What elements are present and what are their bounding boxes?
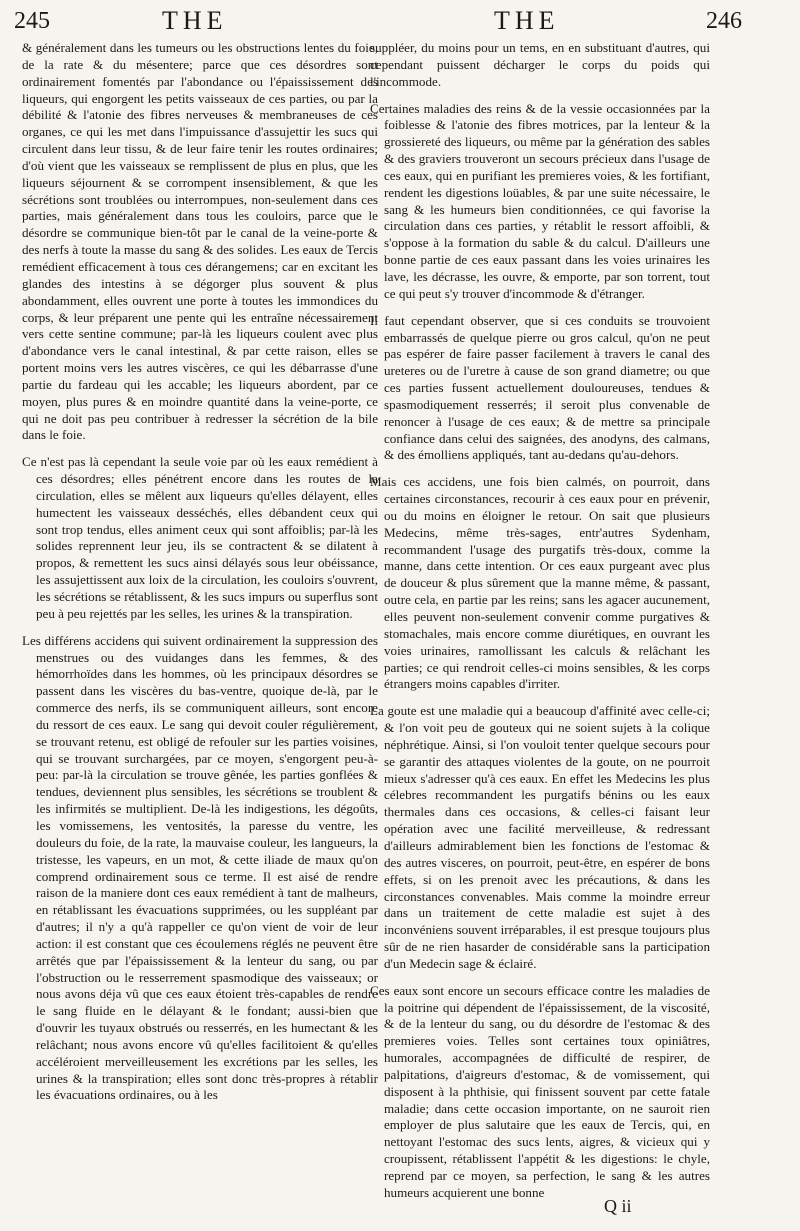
paragraph: Ces eaux sont encore un secours efficace contre les maladies de la poitrine qui dépendent de l'épaississement, de la viscosité, & de la lenteur du sang, ou du désordre de l'estomac & des premieres voies. Telles sont certaines toux opiniâtres, humorales, accompagnées de difficulté de respirer, de palpitations, d'aigreurs d'estomac, & de vomissement, qui disposent à la phthisie, qui finissent souvent par cette fatale maladie; dans cette occasion importante, on ne sauroit rien employer de plus salutaire que les eaux de Tercis, qui, en nettoyant l'estomac des sucs lents, aigres, & vicieux qui y croupissent, rétablissent l'appétit & les digestions: le chyle, reprend par ce moyen, sa perfection, le sang & les autres humeurs acquierent une bonne — [370, 982, 710, 1200]
paragraph: Les différens accidens qui suivent ordinairement la suppression des menstrues ou des vuidanges dans les femmes, & des hémorrhoïdes dans les hommes, où les principaux désordres se passent dans les viscères du bas-ventre, quoique de-là, par le commerce des nerfs, ils se communiquent ailleurs, sont encore du ressort de ces eaux. Le sang qui devoit couler régulièrement, se trouvant retenu, est obligé de refouler sur les parties voisines, qui se trouvant surchargées, par ce moyen, s'engorgent peu-à-peu: par-là la circulation se trouve gênée, les parties gonflées & tendues, deviennent plus sensibles, les sécrétions se troublent & les infirmités se multiplient. De-là les indigestions, les dégoûts, les vomissemens, les ventosités, la paresse du ventre, les douleurs du foie, de la rate, la mauvaise couleur, les langueurs, la tristesse, les vapeurs, en un mot, & cette iliade de maux qu'on comprend ordinairement sous ce terme. Il est aisé de rendre raison de la maniere dont ces eaux remédient à tant de malheurs, en rétablissant les évacuations supprimées, ou les suppléant par d'autres; il n'y a qu'à rappeller ce qu'on vient de voir de leur action: il est constant que ces écoulemens réglés ne peuvent être arrêtés que par l'épaississement & la lenteur du sang, ou par l'obstruction ou le resserrement spasmodique des vaisseaux; or nous avons déja vû que ces eaux étoient très-capables de rendre le sang fluide en le délayant & le fondant; aussi-bien que d'ouvrir les tuyaux obstrués ou resserrés, en les humectant & les relâchant; nous avons encore vû qu'elles facilitoient & qu'elles accéléroient merveilleusement les excrétions par les selles, les urines & la transpiration; elles sont donc très-propres à rétablir les évacuations ordinaires, ou à les — [22, 632, 378, 1103]
running-title-left: THE — [162, 6, 228, 35]
paragraph: La goute est une maladie qui a beaucoup d'affinité avec celle-ci; & l'on voit peu de gouteux qui ne soient sujets à la colique néphrétique. Ainsi, si l'on vouloit tenter quelque secours pour se garantir des attaques violentes de la goute, on ne pourroit mieux s'adresser qu'à ces eaux. En effet les Medecins les plus célebres recommandent les purgatifs bénins ou les eaux thermales dans ces occasions, & celles-ci faisant leur opération avec une facilité merveilleuse, & redressant d'ailleurs admirablement bien les fonctions de l'estomac & des autres visceres, on pourroit, peut-être, en espérer de bons effets, si on les prenoit avec les précautions, & dans les circonstances convenables. Mais comme la moindre erreur dans un traitement de cette maladie est sujet à des inconvéniens souvent irréparables, il est presque toujours plus sûr de ne rien hasarder de considérable sans la participation d'un Medecin sage & éclairé. — [370, 703, 710, 971]
paragraph: & généralement dans les tumeurs ou les obstructions lentes du foie, de la rate & du mésentere; parce que ces désordres sont ordinairement fomentés par l'abondance ou l'épaississement des liqueurs, qui engorgent les petits vaisseaux de ces parties, ou par la débilité & l'atonie des fibres nerveuses & membraneuses de ces organes, ce qui les met dans l'impuissance d'assujettir les sucs qui circulent dans leur tissu, & de leur faire tenir les routes ordinaires; d'où vient que les vaisseaux se remplissent de plus en plus, que les liqueurs séjournent & se corrompent insensiblement, & que les sécrétions sont troublées ou interrompues, non-seulement dans ces parties, mais généralement dans tous les couloirs, parce que le désordre se communique bien-tôt par le canal de la veine-porte & des nerfs à toute la masse du sang & des solides. Les eaux de Tercis remédient efficacement à tous ces dérangemens; car en excitant les glandes des intestins à se dégorger plus souvent & plus abondamment, elles ouvrent une porte à toutes les immondices du corps, & leur préparent une pente qui les entraîne nécessairement vers cette sentine commune; par-là les liqueurs coulent avec plus d'abondance vers le canal intestinal, & par cette raison, elles se portent moins vers les autres viscères, ce qui les débarrasse d'une partie du fardeau qui les accable; les liqueurs abordent, par ce moyen, plus pures & en moindre quantité dans la veine-porte, ce qui ne doit pas peu contribuer à redresser la sécrétion de la bile dans le foie. — [22, 40, 378, 443]
paragraph: Ce n'est pas là cependant la seule voie par où les eaux remédient à ces désordres; elles pénétrent encore dans les routes de la circulation, elles se mêlent aux liqueurs qu'elles délayent, elles humectent les vaisseaux desséchés, elles débandent ceux qui sont trop tendus, elles animent ceux qui sont affoiblis; par-là les solides reprennent leur jeu, ils se contractent & se dilatent à propos, & remettent les sucs ainsi délayés sous leur obéissance, les assujettissent aux loix de la circulation, les couloirs s'ouvrent, les sécrétions se rétablissent, & les sucs impurs ou superflus sont peu à peu rejettés par les selles, les urines & la transpiration. — [22, 454, 378, 621]
running-title-right: THE — [494, 6, 560, 35]
left-column — [22, 40, 378, 1114]
paragraph: Certaines maladies des reins & de la vessie occasionnées par la foiblesse & l'atonie des fibres motrices, par la lenteur & la grossiereté des liqueurs, ou même par la génération des sables & des graviers trouveront un secours précieux dans l'usage de ces eaux, qui en purifiant les premieres voies, & les fortifiant, rendent les digestions loüables, & par une suite nécessaire, le sang & les humeurs bien conditionnées, ce qui favorise la circulation dans ces parties, y rétablit le ressort affoibli, & s'oppose à la formation du sable & du calcul. D'ailleurs une bonne partie de ces eaux passant dans les voies urinaires les lave, les décrasse, les ouvre, & emporte, par son torrent, tout ce qui peut s'y trouver d'incommode & d'étranger. — [370, 100, 710, 301]
paragraph: suppléer, du moins pour un tems, en en substituant d'autres, qui cependant puissent décharger le corps du poids qui l'incommode. — [370, 40, 710, 89]
signature-mark: Q ii — [604, 1196, 632, 1216]
paragraph: Mais ces accidens, une fois bien calmés, on pourroit, dans certaines circonstances, recourir à ces eaux pour en prévenir, ou du moins en éloigner le retour. On sait que plusieurs Medecins, même très-sages, entr'autres Sydenham, recommandent l'usage des purgatifs très-doux, comme la manne, dans cette intention. Or ces eaux purgeant avec plus de douceur & plus sûrement que la manne même, & passant, outre cela, en partie par les reins; sans les agacer aucunement, elles peuvent non-seulement convenir comme purgatives & stomachales, mais encore comme diurétiques, en ouvrant les voies urinaires, ramollissant les calculs & relâchant les parties; ce qui rendroit celles-ci moins sensibles, & les corps étrangers moins capables d'irriter. — [370, 474, 710, 692]
page-number-left: 245 — [14, 8, 50, 34]
paragraph: Il faut cependant observer, que si ces conduits se trouvoient embarrassés de quelque pierre ou gros calcul, qu'on ne peut pas espérer de faire passer facilement à travers le canal des ureteres ou de l'uretre à cause de son grand diametre; ou que ces parties fussent actuellement douloureuses, tendues & spasmodiquement resserrés; il seroit plus convenable de renoncer à l'usage de ces eaux; & de mettre sa principale confiance dans celui des saignées, des anodyns, des calmans, & des émolliens appliqués, tant au-dedans qu'au-dehors. — [370, 312, 710, 463]
page-number-right: 246 — [706, 8, 742, 34]
right-column — [370, 40, 710, 1212]
